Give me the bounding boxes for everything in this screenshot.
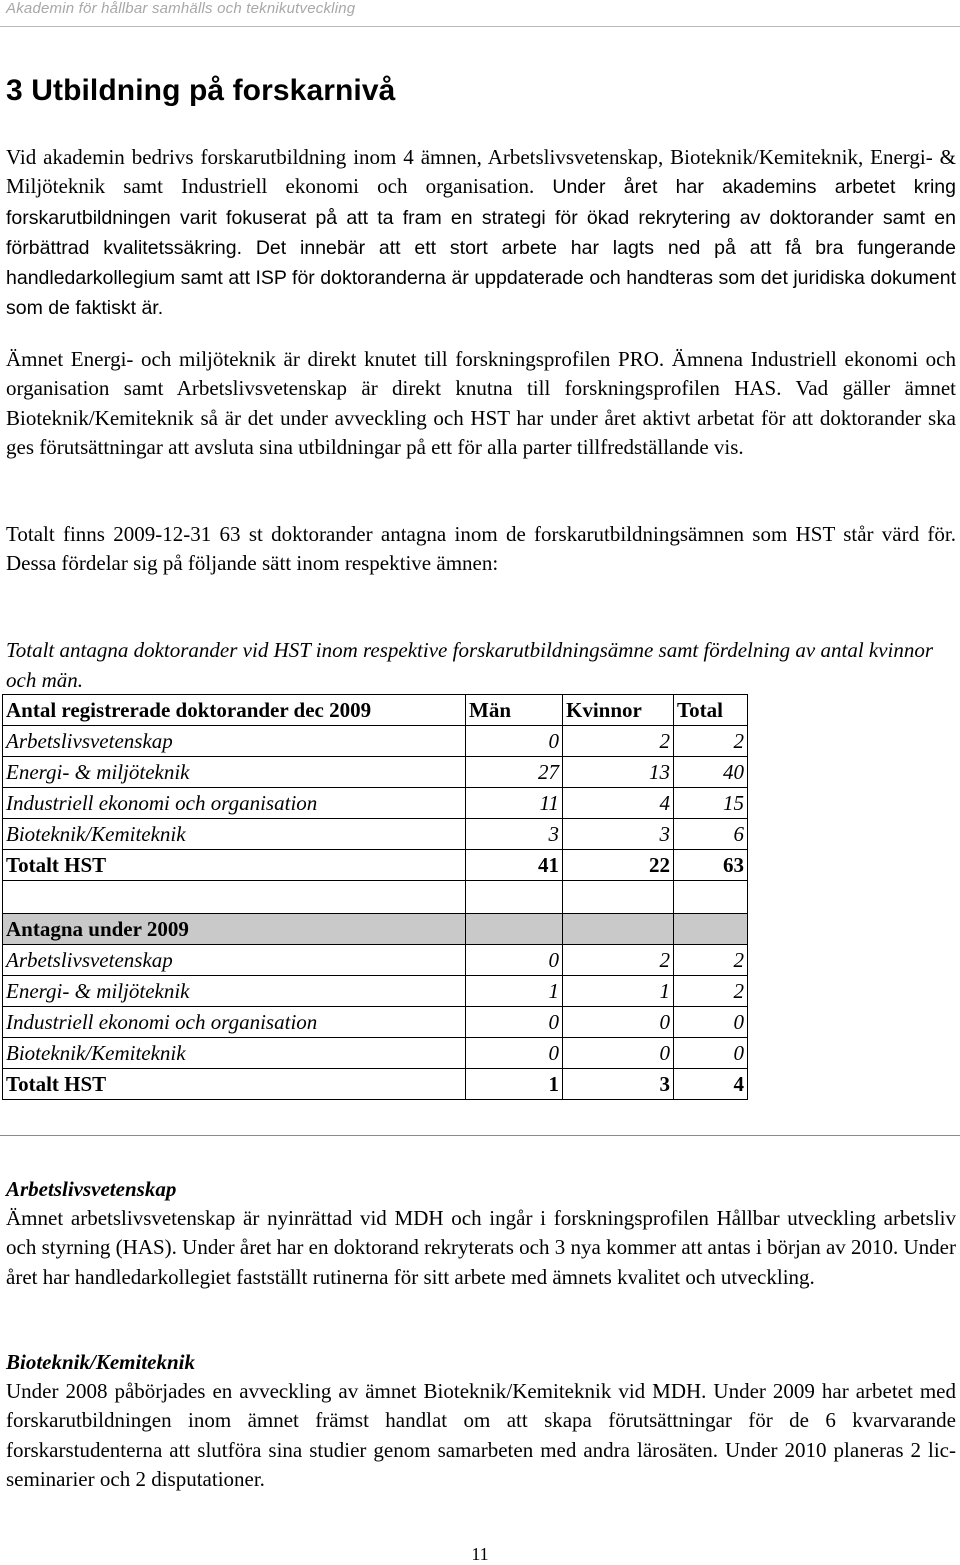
table-row — [3, 1038, 748, 1069]
admitted-header-cell — [466, 914, 563, 945]
row-men: 11 — [466, 788, 563, 819]
total-paragraph: Totalt finns 2009-12-31 63 st doktorander antagna inom de forskarutbildningsämnen som HST står värd för. Dessa fördelar sig på följande sätt inom respektive ämnen: — [6, 522, 956, 576]
intro-text: Vid akademin bedrivs forskarutbildning inom 4 ämnen, Arbetslivsvetenskap, Bioteknik/Kemiteknik, Energi- & Miljöteknik samt Industriell ekonomi och organisation. — [6, 145, 956, 199]
intro-text-continued: Under året har akademins arbetet kring forskarutbildningen varit fokuserat på att ta fram en strategi för ökad rekrytering av doktorander samt en förbättrad kvalitetssäkring. Det innebär att ett stort arbete har lagts ned på att få bra fungerande handledarkollegium samt att ISP för doktoranderna är uppdaterade och handteras som det juridiska dokument som de faktiskt är. — [6, 176, 956, 320]
admitted-header-cell — [674, 914, 748, 945]
row-subject: Bioteknik/Kemiteknik — [3, 1038, 466, 1069]
row-men: 0 — [466, 1007, 563, 1038]
table-row — [3, 757, 748, 788]
intro-paragraph — [6, 143, 956, 324]
row-men: 0 — [466, 945, 563, 976]
admitted-header-row — [3, 914, 748, 945]
row-men: 3 — [466, 819, 563, 850]
row-total: 15 — [674, 788, 748, 819]
row-total: 0 — [674, 1038, 748, 1069]
row-men: 1 — [466, 976, 563, 1007]
total-men: 41 — [466, 850, 563, 881]
header-men: Män — [466, 695, 563, 726]
page-number: 11 — [471, 1544, 489, 1564]
table-row — [3, 976, 748, 1007]
admitted-header-cell — [563, 914, 674, 945]
row-subject: Energi- & miljöteknik — [3, 976, 466, 1007]
table-row — [3, 1007, 748, 1038]
admitted-header: Antagna under 2009 — [3, 914, 466, 945]
spacer-row — [3, 881, 748, 914]
header-registered-label: Antal registrerade doktorander dec 2009 — [3, 695, 466, 726]
row-women: 2 — [563, 945, 674, 976]
spacer-cell — [563, 881, 674, 914]
arbetsliv-heading: Arbetslivsvetenskap — [6, 1177, 177, 1201]
row-total: 40 — [674, 757, 748, 788]
row-subject: Energi- & miljöteknik — [3, 757, 466, 788]
row-men: 27 — [466, 757, 563, 788]
spacer-cell — [674, 881, 748, 914]
row-women: 0 — [563, 1038, 674, 1069]
section-title: 3 Utbildning på forskarnivå — [6, 74, 396, 107]
table-row — [3, 819, 748, 850]
total-women: 3 — [563, 1069, 674, 1100]
table-caption: Totalt antagna doktorander vid HST inom respektive forskarutbildningsämne samt fördelning av antal kvinnor och män. — [6, 638, 934, 692]
row-women: 3 — [563, 819, 674, 850]
row-total: 2 — [674, 945, 748, 976]
total-total: 4 — [674, 1069, 748, 1100]
running-header: Akademin för hållbar samhälls och teknikutveckling — [6, 0, 356, 17]
row-women: 13 — [563, 757, 674, 788]
row-subject: Bioteknik/Kemiteknik — [3, 819, 466, 850]
arbetsliv-paragraph: Ämnet arbetslivsvetenskap är nyinrättad vid MDH och ingår i forskningsprofilen Hållbar utveckling arbetsliv och styrning (HAS). Under året har en doktorand rekryterats och 3 nya kommer att antas i början av 2010. Under året har handledarkollegiet fastställt rutinerna för sitt arbete med ämnets kvalitet och utveckling. — [6, 1206, 956, 1289]
table-row — [3, 945, 748, 976]
row-subject: Industriell ekonomi och organisation — [3, 788, 466, 819]
row-men: 0 — [466, 726, 563, 757]
table-header-row — [3, 695, 748, 726]
total-total: 63 — [674, 850, 748, 881]
row-men: 0 — [466, 1038, 563, 1069]
biotek-paragraph: Under 2008 påbörjades en avveckling av ämnet Bioteknik/Kemiteknik vid MDH. Under 2009 har arbetet med forskarutbildningen inom ämnet främst handlat om att skapa förutsättningar för de 6 kvarvarande forskarstudenterna att slutföra sina studier genom samarbeten med andra lärosäten. Under 2010 planeras 2 lic-seminarier och 2 disputationer. — [6, 1379, 956, 1491]
row-subject: Industriell ekonomi och organisation — [3, 1007, 466, 1038]
row-total: 6 — [674, 819, 748, 850]
header-women: Kvinnor — [563, 695, 674, 726]
registered-total-row — [3, 850, 748, 881]
row-women: 4 — [563, 788, 674, 819]
row-total: 2 — [674, 976, 748, 1007]
total-label: Totalt HST — [3, 1069, 466, 1100]
total-label: Totalt HST — [3, 850, 466, 881]
table-row — [3, 726, 748, 757]
row-subject: Arbetslivsvetenskap — [3, 945, 466, 976]
profile-paragraph: Ämnet Energi- och miljöteknik är direkt knutet till forskningsprofilen PRO. Ämnena Industriell ekonomi och organisation samt Arbetslivsvetenskap är direkt knutna till forskningsprofilen HAS. Vad gäller ämnet Bioteknik/Kemiteknik så är det under avveckling och HST har under året aktivt arbetat för att doktorander ska ges förutsättningar att avsluta sina utbildningar på ett för alla parter tillfredställande vis. — [6, 347, 956, 459]
admitted-total-row — [3, 1069, 748, 1100]
biotek-heading: Bioteknik/Kemiteknik — [6, 1350, 196, 1374]
table-bottom-rule — [0, 1135, 960, 1136]
total-women: 22 — [563, 850, 674, 881]
header-rule — [0, 26, 960, 27]
doctoral-students-table — [2, 694, 748, 1100]
header-total: Total — [674, 695, 748, 726]
row-women: 1 — [563, 976, 674, 1007]
row-women: 2 — [563, 726, 674, 757]
row-total: 0 — [674, 1007, 748, 1038]
total-men: 1 — [466, 1069, 563, 1100]
spacer-cell — [3, 881, 466, 914]
row-subject: Arbetslivsvetenskap — [3, 726, 466, 757]
row-total: 2 — [674, 726, 748, 757]
spacer-cell — [466, 881, 563, 914]
row-women: 0 — [563, 1007, 674, 1038]
table-row — [3, 788, 748, 819]
